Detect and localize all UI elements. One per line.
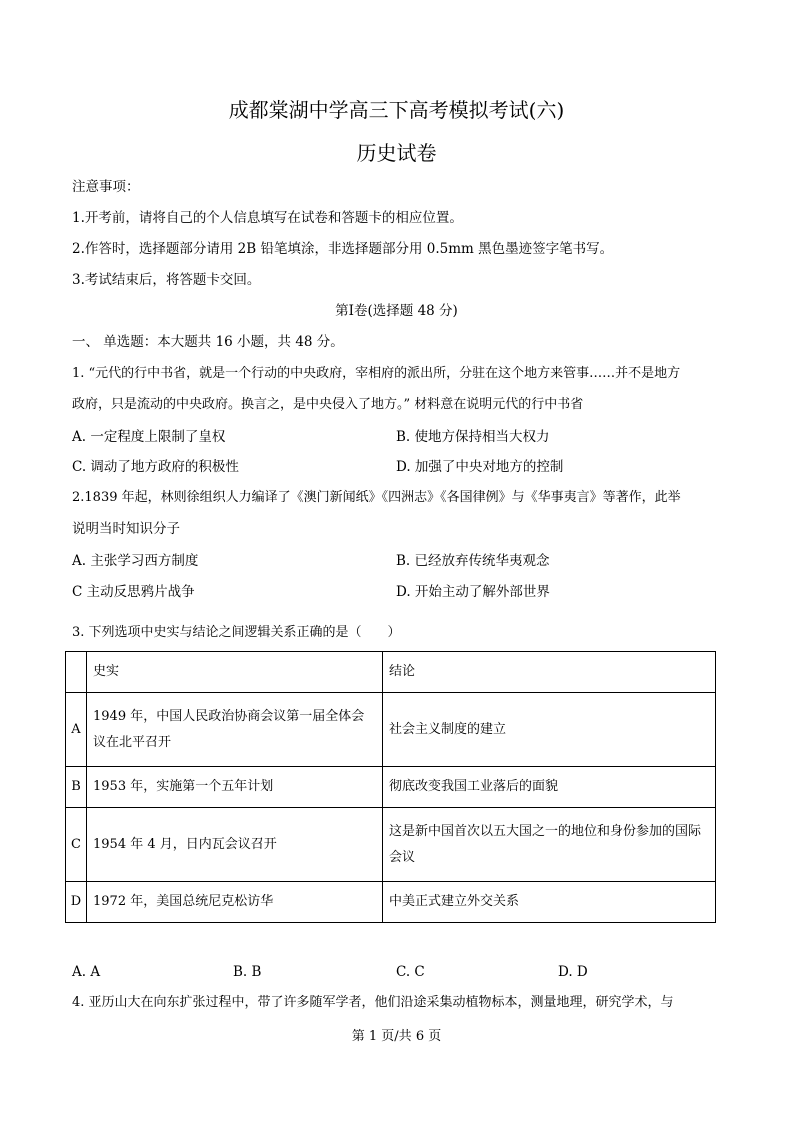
question-2-stem: 2.1839 年起，林则徐组织人力编译了《澳门新闻纸》《四洲志》《各国律例》与《华事夷言》等著作，此举 <box>72 490 681 505</box>
question-3-option-b[interactable]: B. B <box>233 964 262 980</box>
notice-item: 3.考试结束后，将答题卡交回。 <box>72 272 261 288</box>
row-fact: 1949 年，中国人民政治协商会议第一届全体会议在北平召开 <box>87 693 383 767</box>
question-3-option-d[interactable]: D. D <box>558 964 588 980</box>
question-2-option-d[interactable]: D. 开始主动了解外部世界 <box>396 584 550 600</box>
question-3-table <box>65 651 716 923</box>
row-key: C <box>66 808 87 882</box>
exam-subtitle: 历史试卷 <box>356 141 437 165</box>
question-1-stem: 政府，只是流动的中央政府。换言之，是中央侵入了地方。” 材料意在说明元代的行中书省 <box>72 397 584 412</box>
row-conclusion: 中美正式建立外交关系 <box>383 882 716 923</box>
question-1-option-c[interactable]: C. 调动了地方政府的积极性 <box>72 459 239 475</box>
table-header-cell: 结论 <box>383 652 716 693</box>
question-2-option-b[interactable]: B. 已经放弃传统华夷观念 <box>396 553 550 569</box>
row-key: D <box>66 882 87 923</box>
table-header-cell: 史实 <box>87 652 383 693</box>
notice-item: 1.开考前，请将自己的个人信息填写在试卷和答题卡的相应位置。 <box>72 210 463 226</box>
table-row <box>66 693 716 767</box>
question-3-option-a[interactable]: A. A <box>72 964 101 980</box>
question-3-option-c[interactable]: C. C <box>396 964 425 980</box>
table-header-row <box>66 652 716 693</box>
row-fact: 1953 年，实施第一个五年计划 <box>87 767 383 808</box>
section-title: 第Ⅰ卷(选择题 48 分) <box>335 303 458 319</box>
question-3-stem: 3. 下列选项中史实与结论之间逻辑关系正确的是（ ） <box>72 625 401 640</box>
question-1-option-d[interactable]: D. 加强了中央对地方的控制 <box>396 459 564 475</box>
section-instruction: 一、 单选题：本大题共 16 小题，共 48 分。 <box>72 334 344 350</box>
row-conclusion: 彻底改变我国工业落后的面貌 <box>383 767 716 808</box>
question-2-option-c[interactable]: C 主动反思鸦片战争 <box>72 584 195 600</box>
question-1-option-a[interactable]: A. 一定程度上限制了皇权 <box>72 429 226 445</box>
notice-heading: 注意事项： <box>72 179 140 195</box>
table-header-cell <box>66 652 87 693</box>
row-conclusion: 社会主义制度的建立 <box>383 693 716 767</box>
question-2-stem: 说明当时知识分子 <box>72 521 180 537</box>
table-row <box>66 767 716 808</box>
question-2-option-a[interactable]: A. 主张学习西方制度 <box>72 553 199 569</box>
row-fact: 1954 年 4 月，日内瓦会议召开 <box>87 808 383 882</box>
row-conclusion: 这是新中国首次以五大国之一的地位和身份参加的国际会议 <box>383 808 716 882</box>
exam-title: 成都棠湖中学高三下高考模拟考试(六) <box>228 98 565 122</box>
table-row <box>66 808 716 882</box>
row-fact: 1972 年，美国总统尼克松访华 <box>87 882 383 923</box>
question-4-stem: 4. 亚历山大在向东扩张过程中，带了许多随军学者，他们沿途采集动植物标本，测量地理，研究学术，与 <box>72 995 674 1010</box>
question-1-stem: 1. “元代的行中书省，就是一个行动的中央政府，宰相府的派出所，分驻在这个地方来管事……并不是地方 <box>72 366 681 381</box>
question-1-option-b[interactable]: B. 使地方保持相当大权力 <box>396 429 550 445</box>
page-number: 第 1 页/共 6 页 <box>351 1029 442 1044</box>
row-key: A <box>66 693 87 767</box>
row-key: B <box>66 767 87 808</box>
notice-item: 2.作答时，选择题部分请用 2B 铅笔填涂，非选择题部分用 0.5mm 黑色墨迹签字笔书写。 <box>72 241 614 257</box>
table-row <box>66 882 716 923</box>
